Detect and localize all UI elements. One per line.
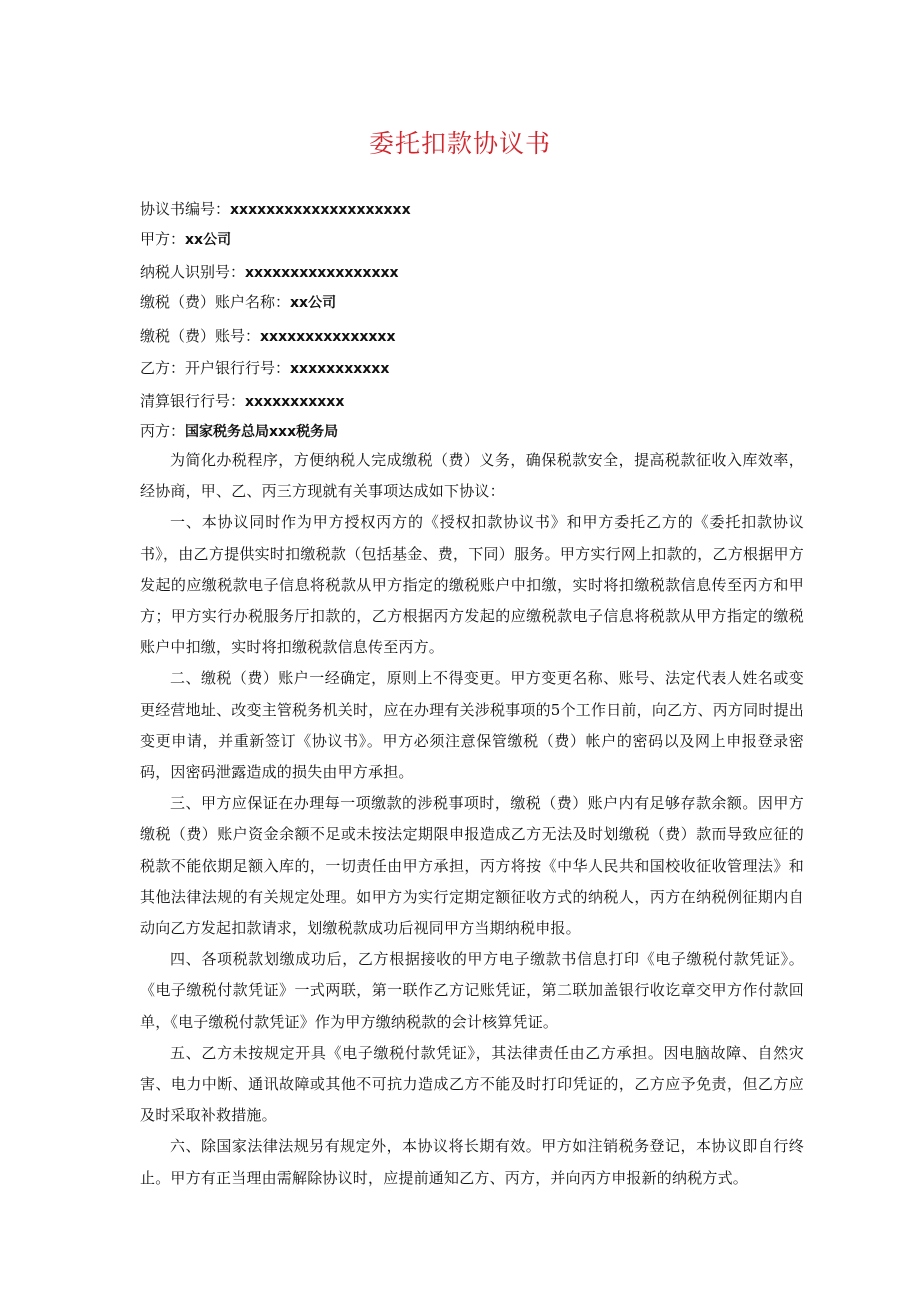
field-taxpayer-id xyxy=(140,262,399,283)
field-value: xx公司 xyxy=(290,295,337,311)
field-party-c xyxy=(140,421,338,442)
field-party-b-bank xyxy=(140,358,389,379)
field-label: 清算银行行号： xyxy=(140,392,246,410)
field-label: 甲方： xyxy=(140,230,186,248)
field-label: 缴税（费）账号： xyxy=(140,327,261,345)
field-label: 缴税（费）账户名称： xyxy=(140,293,291,311)
preamble-paragraph: 为简化办税程序，方便纳税人完成缴税（费）义务，确保税款安全，提高税款征收入库效率，经协商，甲、乙、丙三方现就有关事项达成如下协议： xyxy=(140,451,804,501)
field-value: xxxxxxxxxxxxxxxxxxxx xyxy=(230,202,411,218)
page-title: 委托扣款协议书 xyxy=(368,129,551,158)
field-account-name xyxy=(140,292,336,313)
field-value: xx公司 xyxy=(185,232,232,248)
field-value: xxxxxxxxxxxxxxx xyxy=(260,329,396,345)
field-agreement-number xyxy=(140,199,411,220)
clause-6: 六、除国家法律法规另有规定外，本协议将长期有效。甲方如注销税务登记，本协议即自行终止。甲方有正当理由需解除协议时，应提前通知乙方、丙方，并向丙方申报新的纳税方式。 xyxy=(140,1137,804,1187)
field-label: 纳税人识别号： xyxy=(140,263,246,281)
agreement-body xyxy=(140,445,804,1194)
field-value: xxxxxxxxxxx xyxy=(290,361,390,377)
clause-5: 五、乙方未按规定开具《电子缴税付款凭证》，其法律责任由乙方承担。因电脑故障、自然灾害、电力中断、通讯故障或其他不可抗力造成乙方不能及时打印凭证的，乙方应予免责，但乙方应及时采取补救措施。 xyxy=(140,1043,804,1125)
clause-4: 四、各项税款划缴成功后，乙方根据接收的甲方电子缴款书信息打印《电子缴税付款凭证》。《电子缴税付款凭证》一式两联，第一联作乙方记账凭证，第二联加盖银行收讫章交甲方作付款回单，《电子缴税付款凭证》作为甲方缴纳税款的会计核算凭证。 xyxy=(140,950,804,1031)
field-label: 丙方： xyxy=(140,422,186,440)
field-party-a xyxy=(140,229,231,250)
field-value: xxxxxxxxxxx xyxy=(245,394,345,410)
field-label: 协议书编号： xyxy=(140,200,231,218)
field-value: xxxxxxxxxxxxxxxxx xyxy=(245,265,399,281)
field-clearing-bank xyxy=(140,391,344,412)
field-account-number xyxy=(140,326,395,347)
field-value: 国家税务总局xxx税务局 xyxy=(185,424,339,440)
clause-3: 三、甲方应保证在办理每一项缴款的涉税事项时，缴税（费）账户内有足够存款余额。因甲方缴税（费）账户资金余额不足或未按法定期限申报造成乙方无法及时划缴税（费）款而导致应征的税款不能依期足额入库的，一切责任由甲方承担，丙方将按《中华人民共和国校收征收管理法》和其他法律法规的有关规定处理。如甲方为实行定期定额征收方式的纳税人，丙方在纳税例征期内自动向乙方发起扣款请求，划缴税款成功后视同甲方当期纳税申报。 xyxy=(140,794,804,938)
clause-2: 二、缴税（费）账户一经确定，原则上不得变更。甲方变更名称、账号、法定代表人姓名或变更经营地址、改变主管税务机关时，应在办理有关涉税事项的5个工作日前，向乙方、丙方同时提出变更申请，并重新签订《协议书》。甲方必须注意保管缴税（费）帐户的密码以及网上申报登录密码，因密码泄露造成的损失由甲方承担。 xyxy=(140,669,804,782)
field-label: 乙方：开户银行行号： xyxy=(140,359,291,377)
clause-1: 一、本协议同时作为甲方授权丙方的《授权扣款协议书》和甲方委托乙方的《委托扣款协议书》，由乙方提供实时扣缴税款（包括基金、费，下同）服务。甲方实行网上扣款的，乙方根据甲方发起的应缴税款电子信息将税款从甲方指定的缴税账户中扣缴，实时将扣缴税款信息传至丙方和甲方；甲方实行办税服务厅扣款的，乙方根据丙方发起的应缴税款电子信息将税款从甲方指定的缴税账户中扣缴，实时将扣缴税款信息传至丙方。 xyxy=(140,513,804,657)
